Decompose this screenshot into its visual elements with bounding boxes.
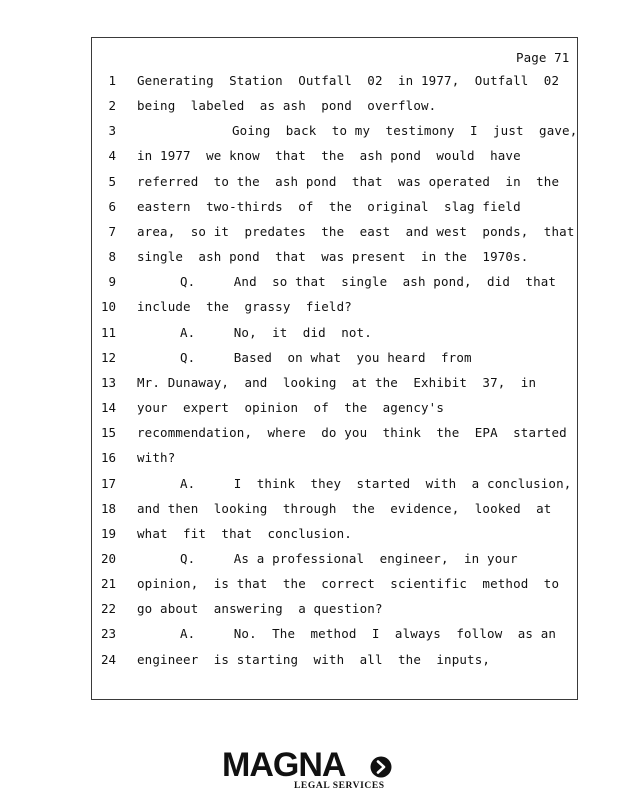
transcript-line [0, 95, 618, 120]
transcript-line [0, 296, 618, 321]
magna-logo [222, 748, 402, 796]
line-text: A. I think they started with a conclusion, [180, 475, 572, 491]
transcript-line [0, 347, 618, 372]
transcript-line [0, 246, 618, 271]
transcript-line [0, 221, 618, 246]
logo-wordmark: MAGNA [222, 746, 346, 784]
page-number: Page 71 [516, 50, 570, 65]
line-number: 21 [100, 576, 116, 592]
transcript-line [0, 623, 618, 648]
transcript-line [0, 120, 618, 145]
line-text: being labeled as ash pond overflow. [137, 98, 437, 114]
transcript-line [0, 548, 618, 573]
line-text: Going back to my testimony I just gave, [232, 123, 578, 139]
line-text: A. No, it did not. [180, 324, 372, 340]
transcript-line [0, 649, 618, 674]
line-number: 8 [108, 249, 116, 265]
transcript-lines [0, 70, 618, 674]
transcript-line [0, 422, 618, 447]
line-number: 1 [108, 73, 116, 88]
line-number: 9 [108, 274, 116, 290]
line-text: area, so it predates the east and west ponds, that [137, 223, 575, 239]
transcript-line [0, 196, 618, 221]
line-number: 4 [108, 148, 116, 164]
line-number: 22 [100, 601, 116, 617]
line-text: with? [137, 450, 176, 466]
line-number: 24 [100, 651, 116, 667]
chevron-right-circle-icon [370, 756, 392, 778]
line-text: what fit that conclusion. [137, 525, 352, 541]
transcript-line [0, 171, 618, 196]
line-number: 10 [100, 299, 116, 315]
line-number: 15 [100, 425, 116, 441]
line-number: 16 [100, 450, 116, 466]
line-number: 6 [108, 198, 116, 214]
line-number: 11 [100, 324, 116, 340]
line-number: 18 [100, 500, 116, 516]
line-text: opinion, is that the correct scientific method to [137, 576, 560, 592]
line-text: and then looking through the evidence, looked at [137, 500, 552, 516]
line-text: Q. Based on what you heard from [180, 349, 472, 365]
line-number: 12 [100, 349, 116, 365]
line-text: include the grassy field? [137, 299, 352, 315]
transcript-line [0, 573, 618, 598]
transcript-line [0, 447, 618, 472]
line-text: your expert opinion of the agency's [137, 400, 445, 416]
transcript-line [0, 145, 618, 170]
line-number: 19 [100, 525, 116, 541]
line-text: go about answering a question? [137, 601, 383, 617]
transcript-line [0, 473, 618, 498]
line-number: 13 [100, 374, 116, 390]
line-number: 23 [100, 626, 116, 642]
line-text: referred to the ash pond that was operated in the [137, 173, 560, 189]
line-number: 7 [108, 223, 116, 239]
line-number: 2 [108, 98, 116, 114]
line-number: 20 [100, 550, 116, 566]
line-text: single ash pond that was present in the 1970s. [137, 249, 529, 265]
line-text: A. No. The method I always follow as an [180, 626, 557, 642]
line-text: Generating Station Outfall 02 in 1977, Outfall 02 [137, 73, 560, 88]
line-text: engineer is starting with all the inputs, [137, 651, 491, 667]
line-text: eastern two-thirds of the original slag field [137, 198, 521, 214]
line-text: Q. And so that single ash pond, did that [180, 274, 557, 290]
logo-subtitle: LEGAL SERVICES [294, 781, 385, 791]
transcript-line [0, 322, 618, 347]
transcript-line [0, 271, 618, 296]
transcript-line [0, 598, 618, 623]
transcript-line [0, 523, 618, 548]
line-text: recommendation, where do you think the EPA started [137, 425, 567, 441]
line-text: in 1977 we know that the ash pond would have [137, 148, 521, 164]
transcript-line [0, 498, 618, 523]
line-number: 17 [100, 475, 116, 491]
line-text: Q. As a professional engineer, in your [180, 550, 518, 566]
line-text: Mr. Dunaway, and looking at the Exhibit 37, in [137, 374, 537, 390]
line-number: 14 [100, 400, 116, 416]
transcript-line [0, 372, 618, 397]
line-number: 3 [108, 123, 116, 139]
transcript-line [0, 70, 618, 95]
transcript-line [0, 397, 618, 422]
line-number: 5 [108, 173, 116, 189]
